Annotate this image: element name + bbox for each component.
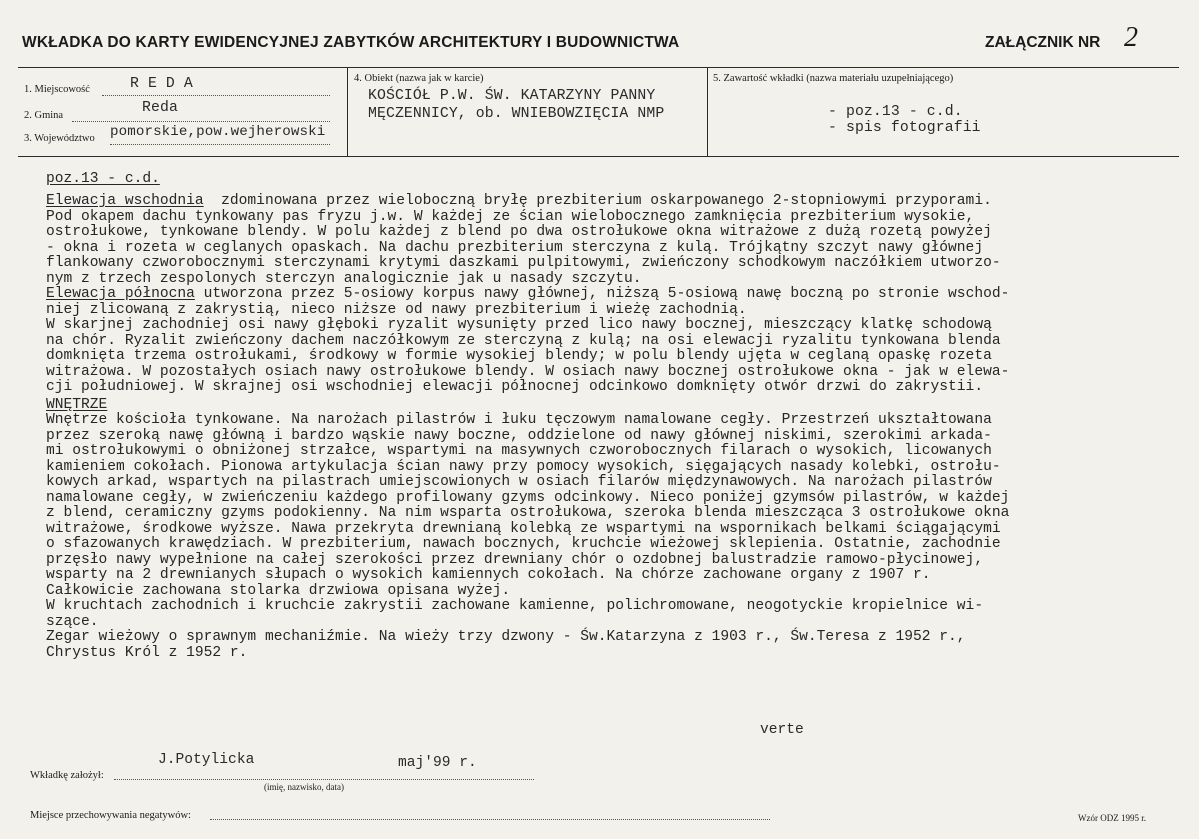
text-line: o sfazowanych krawędziach. W prezbiterium, nawach bocznych, kruchcie wieżowej sklepienia. Ostatnie, zachodnie — [46, 536, 1001, 552]
miejscowosc-dotted-line — [102, 94, 330, 96]
text-line: Całkowicie zachowana stolarka drzwiowa opisana wyżej. — [46, 582, 511, 599]
form-code: Wzór ODZ 1995 r. — [1078, 813, 1146, 823]
elevation-north-title: Elewacja północna — [46, 286, 195, 302]
wojewodztwo-value: pomorskie,pow.wejherowski — [110, 124, 326, 140]
text-line: nym z trzech zespolonych sterczyn analogicznie jak u nasady szczytu. — [46, 270, 642, 287]
text-line: niej zlicowaną z zakrystią, nieco niższe od nawy prezbiterium i wieżę zachodnią. — [46, 301, 747, 318]
text-line: cji południowej. W skrajnej osi wschodniej elewacji północnej odcinkowo domknięty otwór drzwi do zakrystii. — [46, 379, 984, 395]
text-line: Elewacja północna utworzona przez 5-osiowy korpus nawy głównej, niższą 5-osiową nawę boczną po stronie wschod- — [46, 286, 1010, 302]
obiekt-line-1: KOŚCIÓŁ P.W. ŚW. KATARZYNY PANNY — [368, 88, 656, 104]
text-line: namalowane cegły, w zwieńczeniu każdego profilowany gzyms odcinkowy. Nieco poniżej gzymsów pilastrów, w każdej — [46, 489, 1010, 506]
wojewodztwo-label: 3. Województwo — [24, 133, 95, 144]
text-line: - okna i rozeta w ceglanych opaskach. Na dachu prezbiterium sterczyna z kulą. Trójkątny szczyt nawy głównej — [46, 239, 984, 256]
text-line: ostrołukowe, tynkowane blendy. W polu każdej z blend po dwa ostrołukowe okna witrażowe z dużą rozetą powyżej — [46, 224, 992, 240]
text-line: Wnętrze kościoła tynkowane. Na narożach pilastrów i łuku tęczowym namalowane cegły. Przestrzeń ukształtowana — [46, 412, 992, 428]
text-line: mi ostrołukowymi o obniżonej strzałce, wspartymi na masywnych czworobocznych filarach o wysokich, licowanych — [46, 443, 992, 459]
verte-note: verte — [760, 722, 804, 738]
interior-title: WNĘTRZE — [46, 396, 108, 413]
document-title: WKŁADKA DO KARTY EWIDENCYJNEJ ZABYTKÓW ARCHITEKTURY I BUDOWNICTWA — [22, 34, 680, 51]
text-line: Pod okapem dachu tynkowany pas fryzu j.w. W każdej ze ścian wielobocznego zamknięcia prezbiterium wysokie, — [46, 208, 975, 225]
text-line: flankowany czworobocznymi sterczynami krytymi daszkami pulpitowymi, zwieńczony schodkowym naczółkiem utworzo- — [46, 255, 1001, 271]
text-line: na chór. Ryzalit zwieńczony dachem naczółkowym ze sterczyną z kulą; na osi elewacji ryzalitu tynkowana blenda — [46, 332, 1001, 349]
obiekt-line-2: MĘCZENNICY, ob. WNIEBOWZIĘCIA NMP — [368, 106, 665, 122]
gmina-dotted-line — [72, 120, 330, 122]
author-dotted-line — [114, 778, 534, 780]
section-heading: poz.13 - c.d. — [46, 171, 160, 187]
field-divider-1 — [347, 67, 348, 156]
obiekt-label: 4. Obiekt (nazwa jak w karcie) — [354, 73, 484, 84]
text-line: domknięta trzema ostrołukami, środkowy w formie wysokiej blendy; w polu blendy ujęta w ceglaną opaskę rozeta — [46, 348, 992, 364]
zawartosc-line-1: - poz.13 - c.d. — [828, 104, 963, 120]
negatives-label: Miejsce przechowywania negatywów: — [30, 810, 191, 821]
miejscowosc-value: R E D A — [130, 76, 193, 92]
text-line: W kruchtach zachodnich i kruchcie zakrystii zachowane kamienne, polichromowane, neogotyckie kropielnice wi- — [46, 598, 984, 614]
text-line: kowych arkad, wspartych na pilastrach umiejscowionych w osiach filarów międzynawowych. Na narożach pilastrów — [46, 474, 992, 490]
text-line: witrażowa. W pozostałych osiach nawy ostrołukowe blendy. W osiach nawy bocznej ostrołukowe okna - jak w elewa- — [46, 363, 1010, 380]
text-line: witrażowe, środkowe wyższe. Nawa przekryta drewnianą kolebką ze wspartymi na wspornikach belkami ściągającymi — [46, 520, 1001, 537]
text-line: wsparty na 2 drewnianych słupach o wysokich kamiennych cokołach. Na chórze zachowane organy z 1907 r. — [46, 567, 931, 583]
header-top-rule — [18, 67, 1179, 68]
body-text — [46, 172, 1166, 661]
wojewodztwo-dotted-line — [110, 143, 330, 145]
annex-number: 2 — [1124, 22, 1138, 53]
annex-label: ZAŁĄCZNIK NR — [985, 34, 1101, 51]
author-label: Wkładkę założył: — [30, 770, 104, 781]
zawartosc-label: 5. Zawartość wkładki (nazwa materiału uzupełniającego) — [713, 73, 954, 84]
elevation-east-title: Elewacja wschodnia — [46, 193, 204, 209]
text-line: przęsło nawy wypełnione na całej szerokości przez drewniany chór o ozdobnej balustradzie ramowo-płycinowej, — [46, 551, 984, 568]
miejscowosc-label: 1. Miejscowość — [24, 84, 90, 95]
author-hint: (imię, nazwisko, data) — [264, 782, 344, 792]
field-divider-2 — [707, 67, 708, 156]
text-line: Chrystus Król z 1952 r. — [46, 644, 248, 661]
gmina-value: Reda — [142, 100, 178, 116]
author-name: J.Potylicka — [158, 752, 255, 768]
text-line: z blend, ceramiczny gzyms podokienny. Na nim wsparta ostrołukowa, szeroka blenda mieszcząca 3 ostrołukowe okna — [46, 505, 1010, 521]
zawartosc-line-2: - spis fotografii — [828, 120, 981, 136]
text-line: Elewacja wschodnia zdominowana przez wieloboczną bryłę prezbiterium oskarpowanego 2-stopniowymi przyporami. — [46, 193, 992, 209]
text-line: Zegar wieżowy o sprawnym mechaniźmie. Na wieży trzy dzwony - Św.Katarzyna z 1903 r., Św.Teresa z 1952 r., — [46, 629, 966, 645]
text-line: W skarjnej zachodniej osi nawy głęboki ryzalit wysunięty przed lico nawy bocznej, mieszczący klatkę schodową — [46, 317, 992, 333]
gmina-label: 2. Gmina — [24, 110, 64, 121]
author-date: maj'99 r. — [398, 755, 477, 771]
negatives-dotted-line — [210, 818, 770, 820]
text-line: szące. — [46, 613, 99, 630]
text-line: kamieniem cokołach. Pionowa artykulacja ścian nawy przy pomocy wysokich, sięgających nasady kolebki, ostrołu- — [46, 458, 1001, 475]
text-line: przez szeroką nawę główną i bardzo wąskie nawy boczne, oddzielone od nawy głównej niskimi, szerokimi arkada- — [46, 427, 992, 444]
header-bottom-rule — [18, 156, 1179, 157]
